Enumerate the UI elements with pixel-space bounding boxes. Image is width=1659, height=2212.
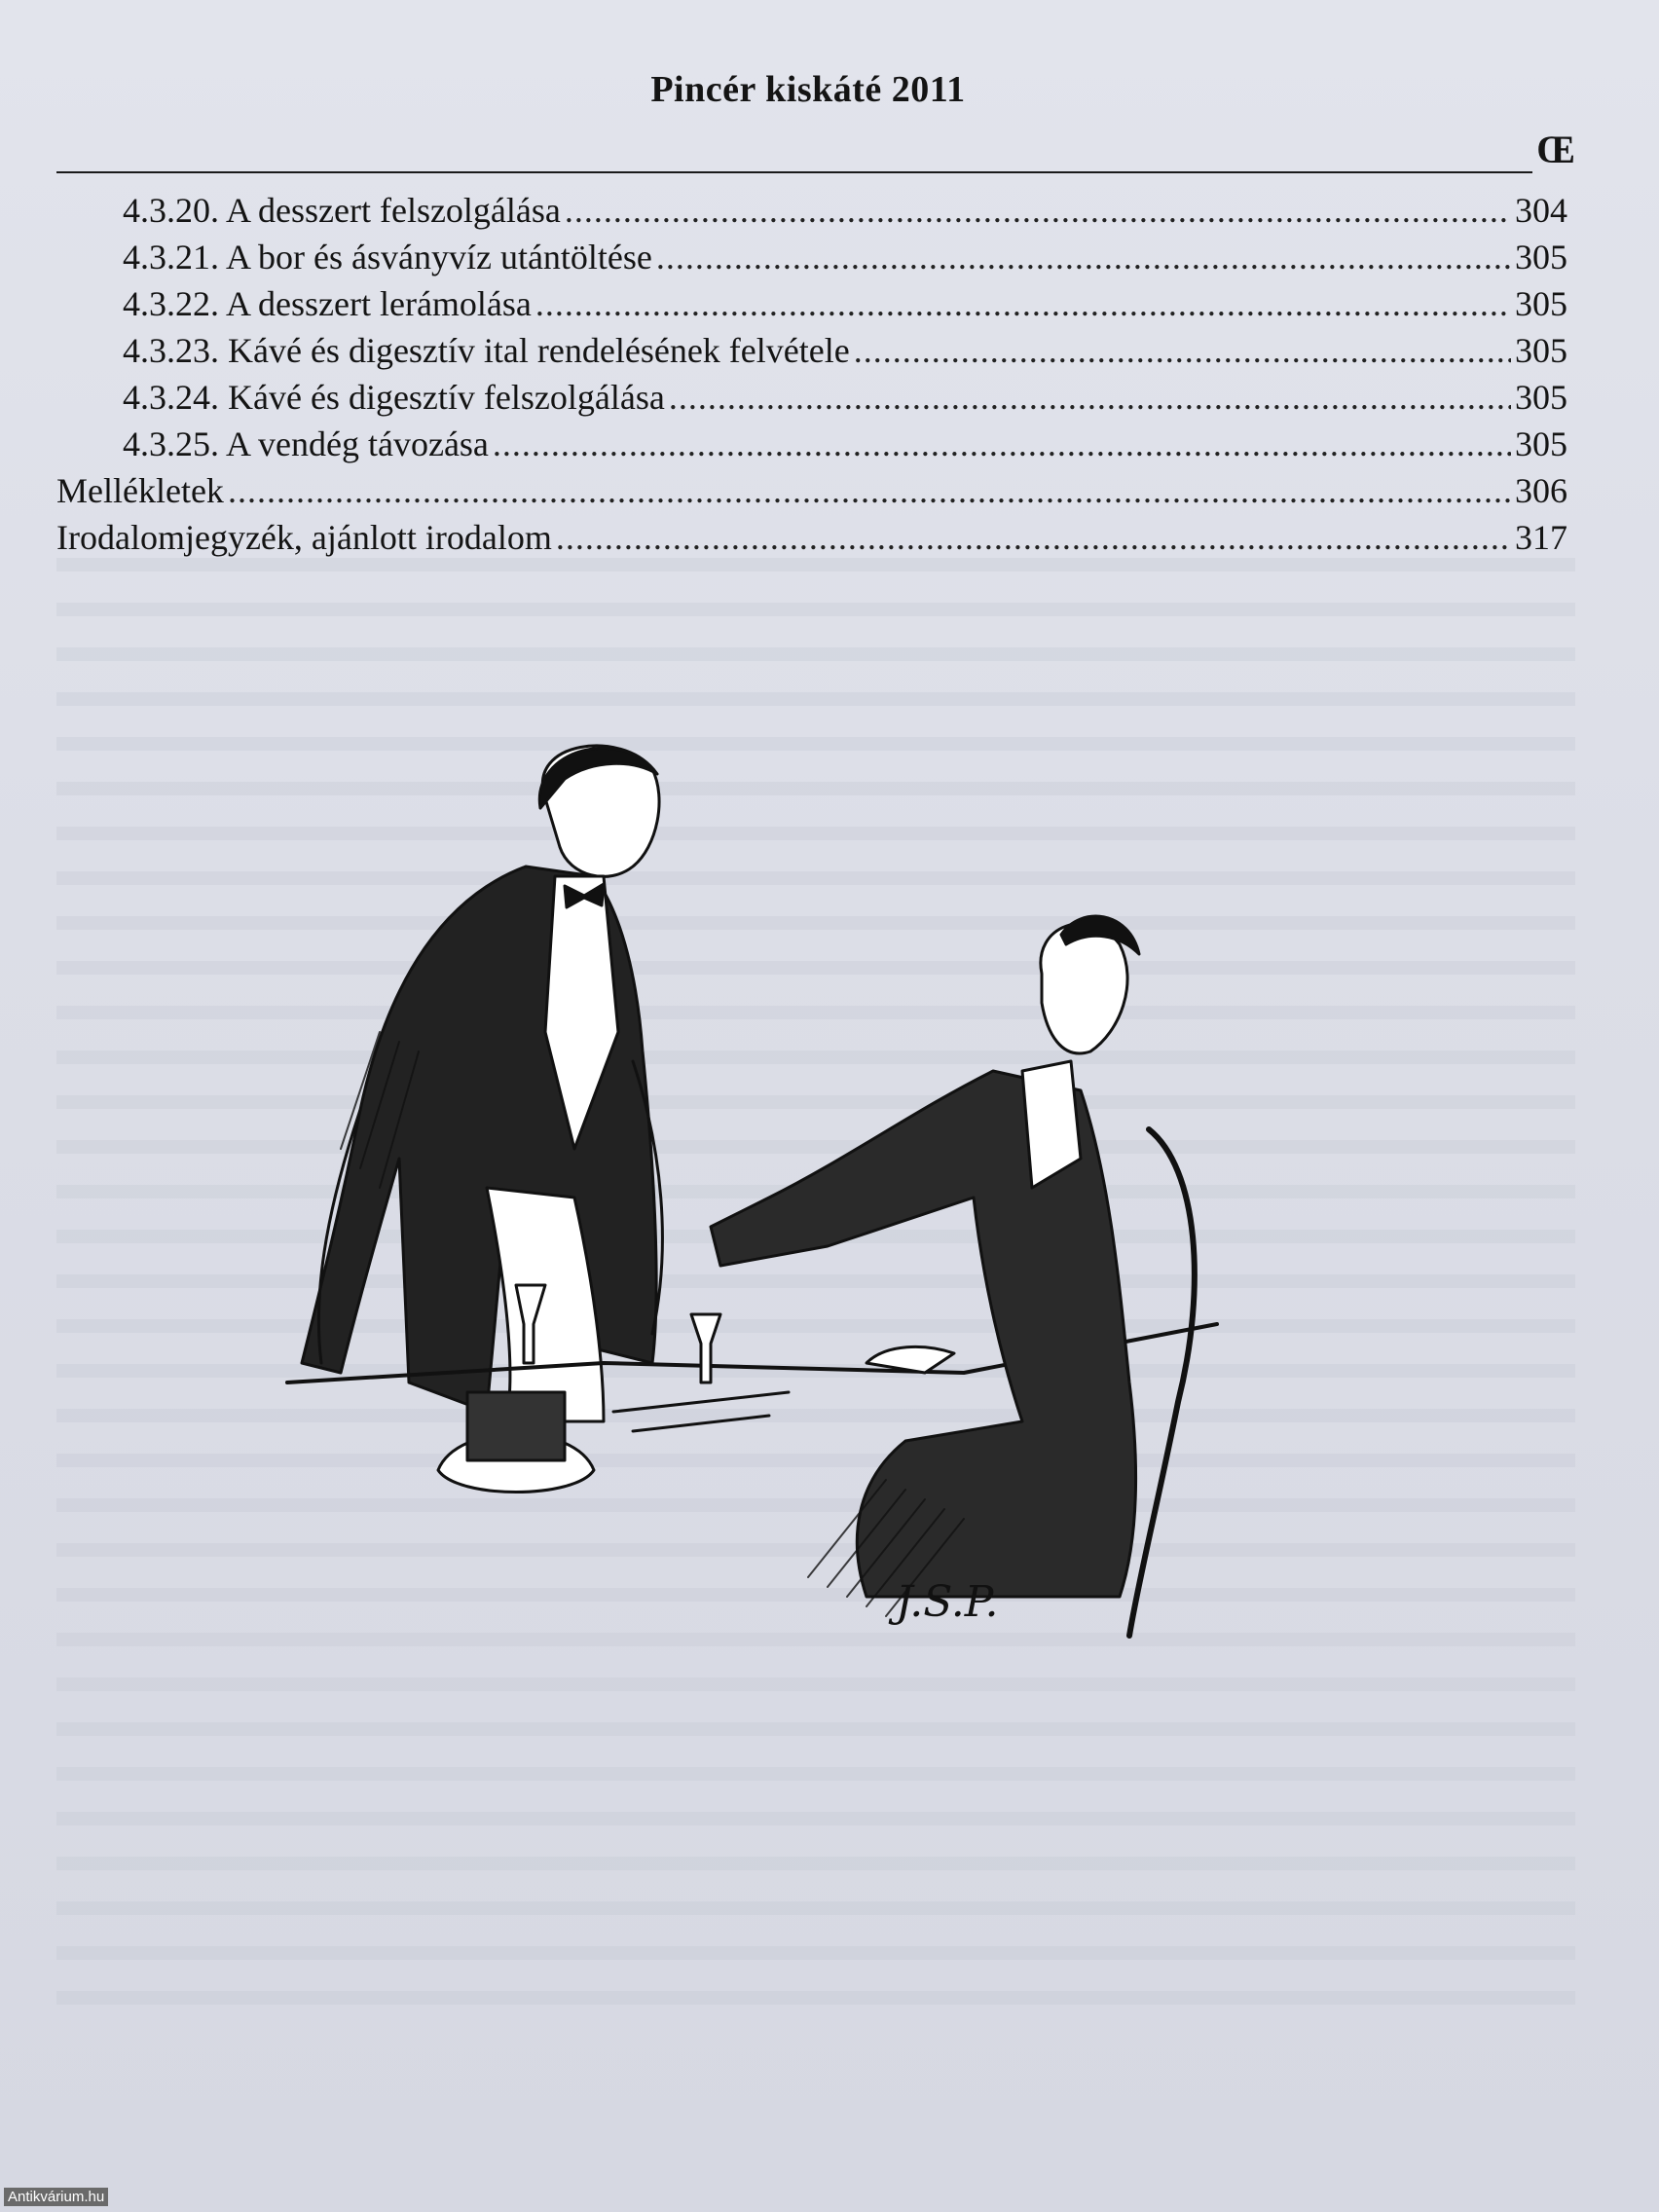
toc-entry bbox=[56, 465, 1567, 512]
toc-entry-page: 304 bbox=[1515, 191, 1567, 230]
toc-leader-dots bbox=[556, 516, 1511, 559]
toc-entry-label: 4.3.21. A bor és ásványvíz utántöltése bbox=[123, 238, 652, 276]
toc-entry bbox=[56, 325, 1567, 372]
toc-entry bbox=[56, 232, 1567, 278]
toc-entry bbox=[56, 278, 1567, 325]
toc-leader-dots bbox=[228, 469, 1511, 512]
illustration-signature: J.S.P. bbox=[896, 1577, 999, 1627]
cutlery bbox=[613, 1392, 789, 1431]
cruet-bottles bbox=[467, 1392, 565, 1460]
toc-entry-page: 305 bbox=[1515, 378, 1567, 417]
page-header-title: Pincér kiskáté 2011 bbox=[650, 69, 966, 110]
toc-entry-page: 305 bbox=[1515, 424, 1567, 463]
toc-entry-label: 4.3.24. Kávé és digesztív felszolgálása bbox=[123, 378, 665, 417]
toc-leader-dots bbox=[535, 282, 1511, 325]
toc-entry-label: Mellékletek bbox=[56, 471, 224, 510]
toc-entry-page: 305 bbox=[1515, 331, 1567, 370]
toc-leader-dots bbox=[656, 236, 1511, 278]
toc-leader-dots bbox=[493, 423, 1511, 465]
toc-entry-label: 4.3.25. A vendég távozása bbox=[123, 424, 489, 463]
toc-entry-page: 317 bbox=[1515, 518, 1567, 557]
toc-entry-page: 305 bbox=[1515, 284, 1567, 323]
toc-entry-page: 306 bbox=[1515, 471, 1567, 510]
toc-entry-label: 4.3.20. A desszert felszolgálása bbox=[123, 191, 561, 230]
toc-entry bbox=[56, 185, 1567, 232]
guest-chair bbox=[1129, 1129, 1195, 1636]
watermark: Antikvárium.hu bbox=[4, 2188, 108, 2206]
toc-leader-dots bbox=[854, 329, 1511, 372]
toc-entry-label: 4.3.22. A desszert lerámolása bbox=[123, 284, 532, 323]
toc-entry bbox=[56, 512, 1567, 559]
toc-leader-dots bbox=[669, 376, 1511, 419]
glass-2 bbox=[691, 1314, 720, 1382]
table-of-contents bbox=[56, 185, 1567, 559]
toc-leader-dots bbox=[565, 189, 1511, 232]
toc-entry bbox=[56, 372, 1567, 419]
waiter-and-guest-illustration bbox=[282, 740, 1373, 1694]
header-mark: Œ bbox=[1536, 128, 1575, 171]
toc-entry-label: Irodalomjegyzék, ajánlott irodalom bbox=[56, 518, 552, 557]
toc-entry-label: 4.3.23. Kávé és digesztív ital rendelésének felvétele bbox=[123, 331, 850, 370]
toc-entry bbox=[56, 419, 1567, 465]
guest-head bbox=[1041, 924, 1127, 1053]
header-rule bbox=[56, 171, 1532, 173]
toc-entry-page: 305 bbox=[1515, 238, 1567, 276]
